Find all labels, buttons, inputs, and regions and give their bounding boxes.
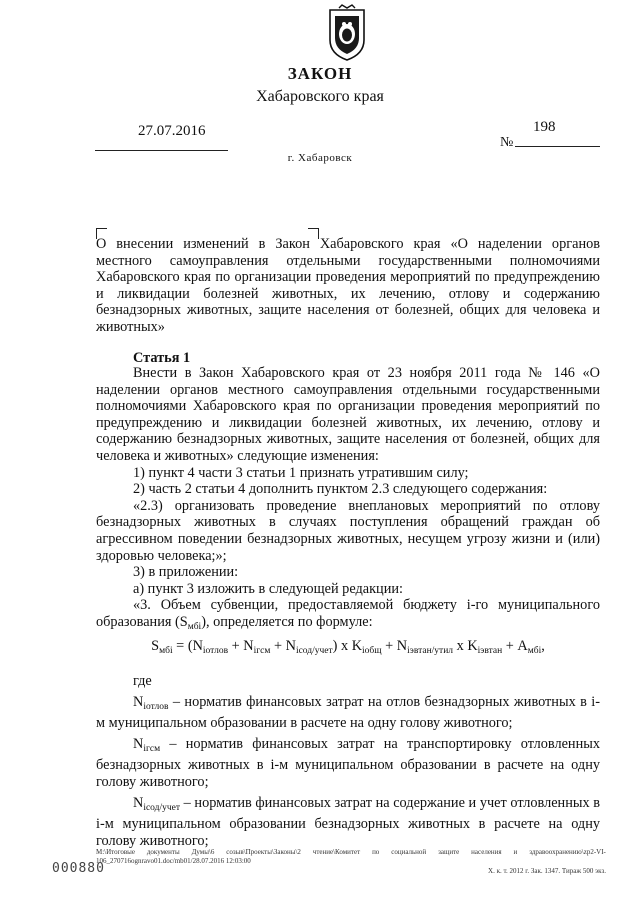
law-date: 27.07.2016 <box>138 123 206 139</box>
law-title: О внесении изменений в Закон Хабаровского края «О наделении органов местного самоуправления отдельными государственными полномочиями Хабаровского края по организации проведения мероприятий по предупреждению и ликвидации болезней животных, их лечению, отлову и содержанию безнадзорных животных, защите населения от болезней, общих для человека и животных» <box>96 236 600 335</box>
item-3a: а) пункт 3 изложить в следующей редакции: <box>133 580 403 597</box>
item-2-text: «2.3) организовать проведение внеплановых мероприятий по отлову безнадзорных животных в случаях поступления обращений граждан об агрессивном поведении безнадзорных животных, несущем угрозу жизни и (или) здоровью человека;»; <box>96 497 600 564</box>
law-number-label: № <box>500 135 514 150</box>
file-path-footer <box>96 848 606 875</box>
date-underline <box>95 150 228 151</box>
file-path-line-1: М:\Итоговые документы Думы\6 созыв\Проекты\Законы\2 чтение\Комитет по социальной защите населения и здравоохранению\zp2-VI- <box>96 848 606 856</box>
definition-gsm: $N_{iгсм}$ – норматив финансовых затрат на транспортировку отловленных безнадзорных животных в i-м муниципальном образовании в расчете на одну голову животного; <box>96 735 600 790</box>
law-number: 198 <box>533 119 556 135</box>
definition-otlov: $N_{iотлов}$ – норматив финансовых затрат на отлов безнадзорных животных в i-м муниципальном образовании в расчете на одну голову животного; <box>96 693 600 732</box>
item-1: 1) пункт 4 части 3 статьи 1 признать утратившим силу; <box>133 464 469 481</box>
document-type-title: ЗАКОН <box>287 64 353 83</box>
file-path-line-2: 106_270716ognravo01.doc/mb01/28.07.2016 12:03:00 <box>96 857 251 865</box>
coat-of-arms-icon <box>327 4 367 62</box>
page-stamp-number: 000880 <box>52 861 105 876</box>
item-3a-text: «3. Объем субвенции, предоставляемой бюджету i-го муниципального образования $(S_{мбi})$, определяется по формуле: <box>96 597 600 632</box>
definitions <box>96 673 600 849</box>
region-subtitle: Хабаровского края <box>256 88 384 105</box>
print-info: Х. к. т. 2012 г. Зак. 1347. Тираж 500 экз. <box>488 867 606 875</box>
subsidy-formula: $S_{мбi} = (N_{iотлов} + N_{iгсм} + N_{iсод/учет})$ x $K_{iобщ} + N_{iэвтан/утил}$ x $K_{iэвтан} + A_{мбi}$, <box>151 638 545 656</box>
where-label: где <box>133 673 152 689</box>
article-heading: Статья 1 <box>133 350 191 366</box>
item-3: 3) в приложении: <box>133 564 239 581</box>
article-body <box>96 365 600 636</box>
article-intro: Внести в Закон Хабаровского края от 23 ноября 2011 года № 146 «О наделении органов местного самоуправления отдельными государственными полномочиями Хабаровского края по организации проведения мероприятий по предупреждению и ликвидации болезней животных, их лечению, отлову и содержанию безнадзорных животных, защите населения от болезней, общих для человека и животных» следующие изменения: <box>96 365 600 464</box>
item-2: 2) часть 2 статьи 4 дополнить пунктом 2.3 следующего содержания: <box>133 481 548 498</box>
definition-sod-uchet: $N_{iсод/учет}$ – норматив финансовых затрат на содержание и учет отловленных в i-м муниципальном образовании безнадзорных животных в расчете на одну голову животного; <box>96 794 600 849</box>
city-name: г. Хабаровск <box>287 152 353 164</box>
number-underline <box>515 146 600 147</box>
